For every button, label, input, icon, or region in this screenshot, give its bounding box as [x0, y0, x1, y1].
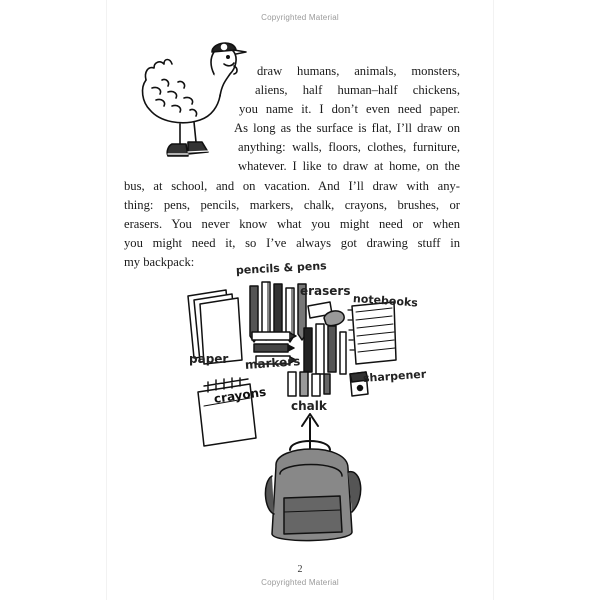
body-line: erasers. You never know what you might need or when — [124, 216, 460, 231]
erasers-icon — [308, 302, 344, 326]
body-line: whatever. I like to draw at home, on the — [238, 159, 460, 174]
notebook-icon — [348, 302, 396, 364]
body-line: As long as the surface is flat, I’ll draw on — [234, 121, 460, 136]
page-number: 2 — [297, 564, 303, 575]
body-line: thing: pens, pencils, markers, chalk, crayons, brushes, or — [124, 197, 460, 212]
label-notebooks: notebooks — [352, 292, 419, 310]
label-crayons: crayons — [213, 384, 267, 406]
copyright-footer: Copyrighted Material — [261, 578, 339, 587]
body-line: you might need it, so I’ve always got drawing stuff in — [124, 235, 460, 250]
label-markers: markers — [244, 354, 301, 372]
label-pencils-pens: pencils & pens — [235, 259, 327, 277]
label-paper: paper — [189, 352, 229, 366]
body-line: my backpack: — [124, 254, 195, 269]
body-line: anything: walls, floors, clothes, furniture, — [238, 140, 460, 155]
body-line: you name it. I don’t even need paper. — [239, 102, 460, 117]
label-erasers: erasers — [300, 284, 351, 298]
body-line: draw humans, animals, monsters, — [257, 64, 460, 78]
label-sharpener: sharpener — [362, 367, 427, 385]
label-chalk: chalk — [291, 399, 327, 413]
brushes-icon — [304, 324, 346, 374]
backpack-icon — [265, 441, 360, 541]
copyright-header: Copyrighted Material — [261, 13, 339, 22]
body-line: bus, at school, and on vacation. And I’ll draw with any- — [124, 178, 460, 193]
body-text — [124, 62, 460, 272]
chalk-icon — [288, 372, 330, 396]
up-arrow-icon — [302, 414, 318, 448]
body-line: aliens, half human–half chickens, — [255, 83, 460, 98]
